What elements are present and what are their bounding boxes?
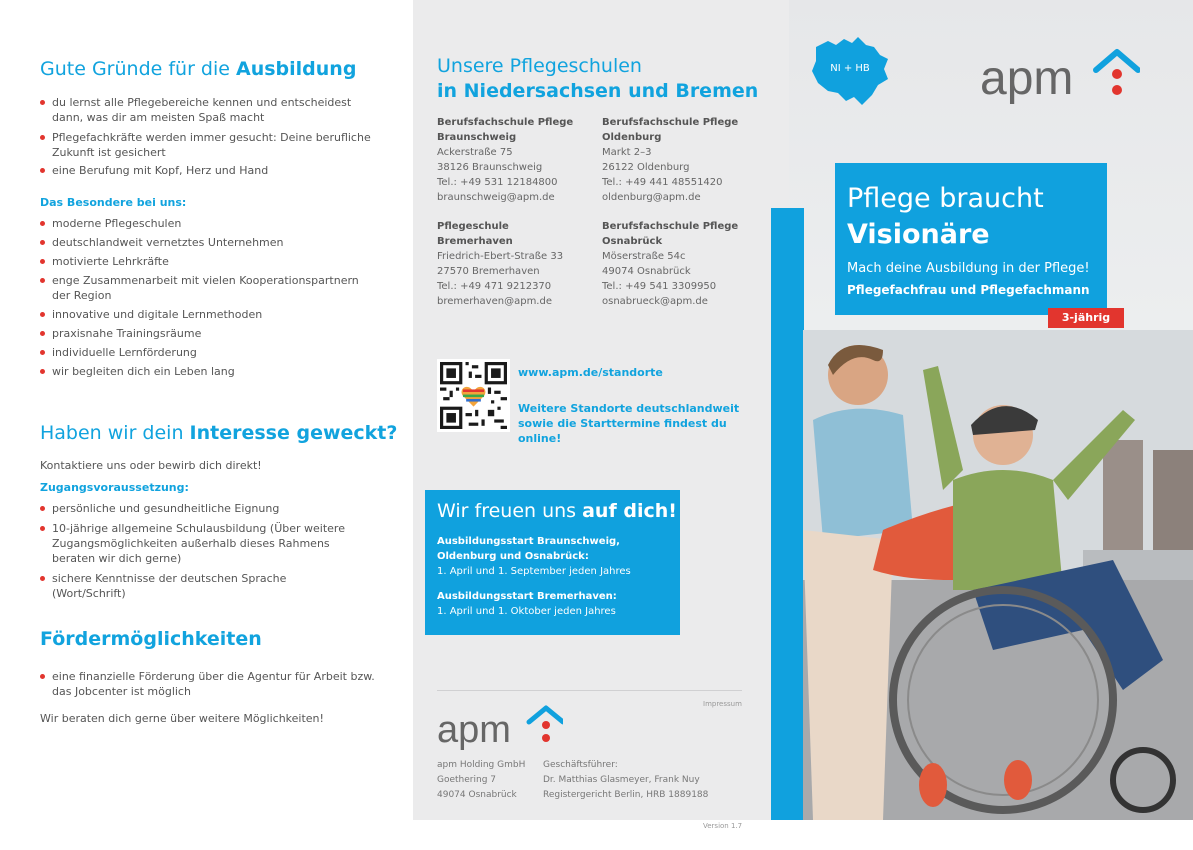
blue-stripe [771, 208, 804, 820]
welcome-title: Wir freuen uns auf dich! [437, 500, 677, 522]
school-bremerhaven: Pflegeschule Bremerhaven Friedrich-Ebert-Straße 33 27570 Bremerhaven Tel.: +49 471 9212370 bremerhaven@apm.de [437, 219, 577, 309]
list-item: individuelle Lernförderung [40, 345, 380, 360]
list-item: deutschlandweit vernetztes Unternehmen [40, 235, 380, 250]
list-item: eine Berufung mit Kopf, Herz und Hand [40, 163, 380, 178]
list-item: wir begleiten dich ein Leben lang [40, 364, 380, 379]
school-braunschweig: Berufsfachschule Pflege Braunschweig Ackerstraße 75 38126 Braunschweig Tel.: +49 531 12184800 braunschweig@apm.de [437, 115, 577, 205]
svg-text:NI + HB: NI + HB [830, 63, 870, 74]
list-item: sichere Kenntnisse der deutschen Sprache (Wort/Schrift) [40, 571, 360, 601]
list-item: persönliche und gesundheitliche Eignung [40, 501, 360, 516]
reasons-list [40, 95, 380, 178]
dot-icon [1112, 85, 1122, 95]
qr-code-icon [440, 362, 507, 429]
middle-panel [413, 0, 789, 820]
contact-text: Kontaktiere uns oder bewirb dich direkt! [40, 459, 262, 472]
list-item: innovative und digitale Lernmethoden [40, 307, 380, 322]
list-item: motivierte Lehrkräfte [40, 254, 380, 269]
hero-photo [803, 330, 1193, 820]
reasons-heading: Gute Gründe für die Ausbildung [40, 58, 357, 80]
roof-icon [529, 708, 563, 722]
hero-title: Pflege braucht [847, 183, 1044, 214]
email-link[interactable]: oldenburg@apm.de [602, 192, 701, 203]
funding-heading: Fördermöglichkeiten [40, 628, 262, 650]
school-osnabrueck: Berufsfachschule Pflege Osnabrück Möserstraße 54c 49074 Osnabrück Tel.: +49 541 3309950 osnabrueck@apm.de [602, 219, 742, 309]
locations-text: Weitere Standorte deutschlandweit sowie die Starttermine findest du online! [518, 402, 740, 445]
locations-link[interactable]: www.apm.de/standorte [518, 366, 663, 379]
list-item: eine finanzielle Förderung über die Agentur für Arbeit bzw. das Jobcenter ist möglich [40, 669, 380, 699]
region-map-icon [808, 35, 892, 107]
dot-icon [1112, 69, 1122, 79]
funding-list [40, 669, 380, 699]
divider [437, 690, 742, 691]
schools-heading: Unsere Pflegeschulen in Niedersachsen und Bremen [437, 55, 759, 102]
management-info: Geschäftsführer: Dr. Matthias Glasmeyer, Frank Nuy Registergericht Berlin, HRB 1889188 [543, 760, 709, 800]
hero-box [835, 163, 1107, 315]
roof-icon [1096, 52, 1138, 70]
list-item: moderne Pflegeschulen [40, 216, 380, 231]
duration-badge: 3-jährig [1048, 308, 1124, 328]
svg-text:apm: apm [980, 52, 1074, 104]
dot-icon [542, 734, 550, 742]
hero-subtitle: Mach deine Ausbildung in der Pflege! [847, 261, 1090, 276]
interest-heading: Haben wir dein Interesse geweckt? [40, 422, 398, 444]
list-item: 10-jährige allgemeine Schulausbildung (Über weitere Zugangsmöglichkeiten außerhalb dieses Rahmens beraten wir dich gerne) [40, 521, 360, 566]
list-item: Pflegefachkräfte werden immer gesucht: Deine berufliche Zukunft ist gesichert [40, 130, 380, 160]
list-item: enge Zusammenarbeit mit vielen Kooperationspartnern der Region [40, 273, 380, 303]
requirements-list [40, 501, 360, 601]
apm-logo [437, 700, 563, 750]
imprint-link[interactable]: Impressum [703, 700, 742, 708]
list-item: du lernst alle Pflegebereiche kennen und entscheidest dann, was dir am meisten Spaß macht [40, 95, 380, 125]
apm-logo [980, 42, 1140, 104]
list-item: praxisnahe Trainingsräume [40, 326, 380, 341]
email-link[interactable]: bremerhaven@apm.de [437, 296, 552, 307]
version-label: Version 1.7 [703, 822, 743, 830]
email-link[interactable]: osnabrueck@apm.de [602, 296, 708, 307]
special-subheading: Das Besondere bei uns: [40, 196, 187, 209]
welcome-box: Wir freuen uns auf dich! Ausbildungsstart Braunschweig, Oldenburg und Osnabrück: 1. April und 1. September jeden Jahres Ausbildungsstart Bremerhaven: 1. April und 1. Oktober jeden Jahres [425, 490, 680, 635]
special-list [40, 216, 380, 379]
email-link[interactable]: braunschweig@apm.de [437, 192, 555, 203]
requirements-subheading: Zugangsvoraussetzung: [40, 481, 189, 494]
dot-icon [542, 721, 550, 729]
advice-text: Wir beraten dich gerne über weitere Möglichkeiten! [40, 712, 324, 725]
company-address: apm Holding GmbH Goethering 7 49074 Osnabrück [437, 760, 526, 800]
hero-title-bold: Visionäre [847, 219, 990, 250]
svg-text:apm: apm [437, 709, 511, 750]
qr-code[interactable] [437, 359, 510, 432]
school-oldenburg: Berufsfachschule Pflege Oldenburg Markt 2–3 26122 Oldenburg Tel.: +49 441 48551420 oldenburg@apm.de [602, 115, 742, 205]
hero-profession: Pflegefachfrau und Pflegefachmann [847, 283, 1090, 297]
left-panel [0, 0, 413, 850]
